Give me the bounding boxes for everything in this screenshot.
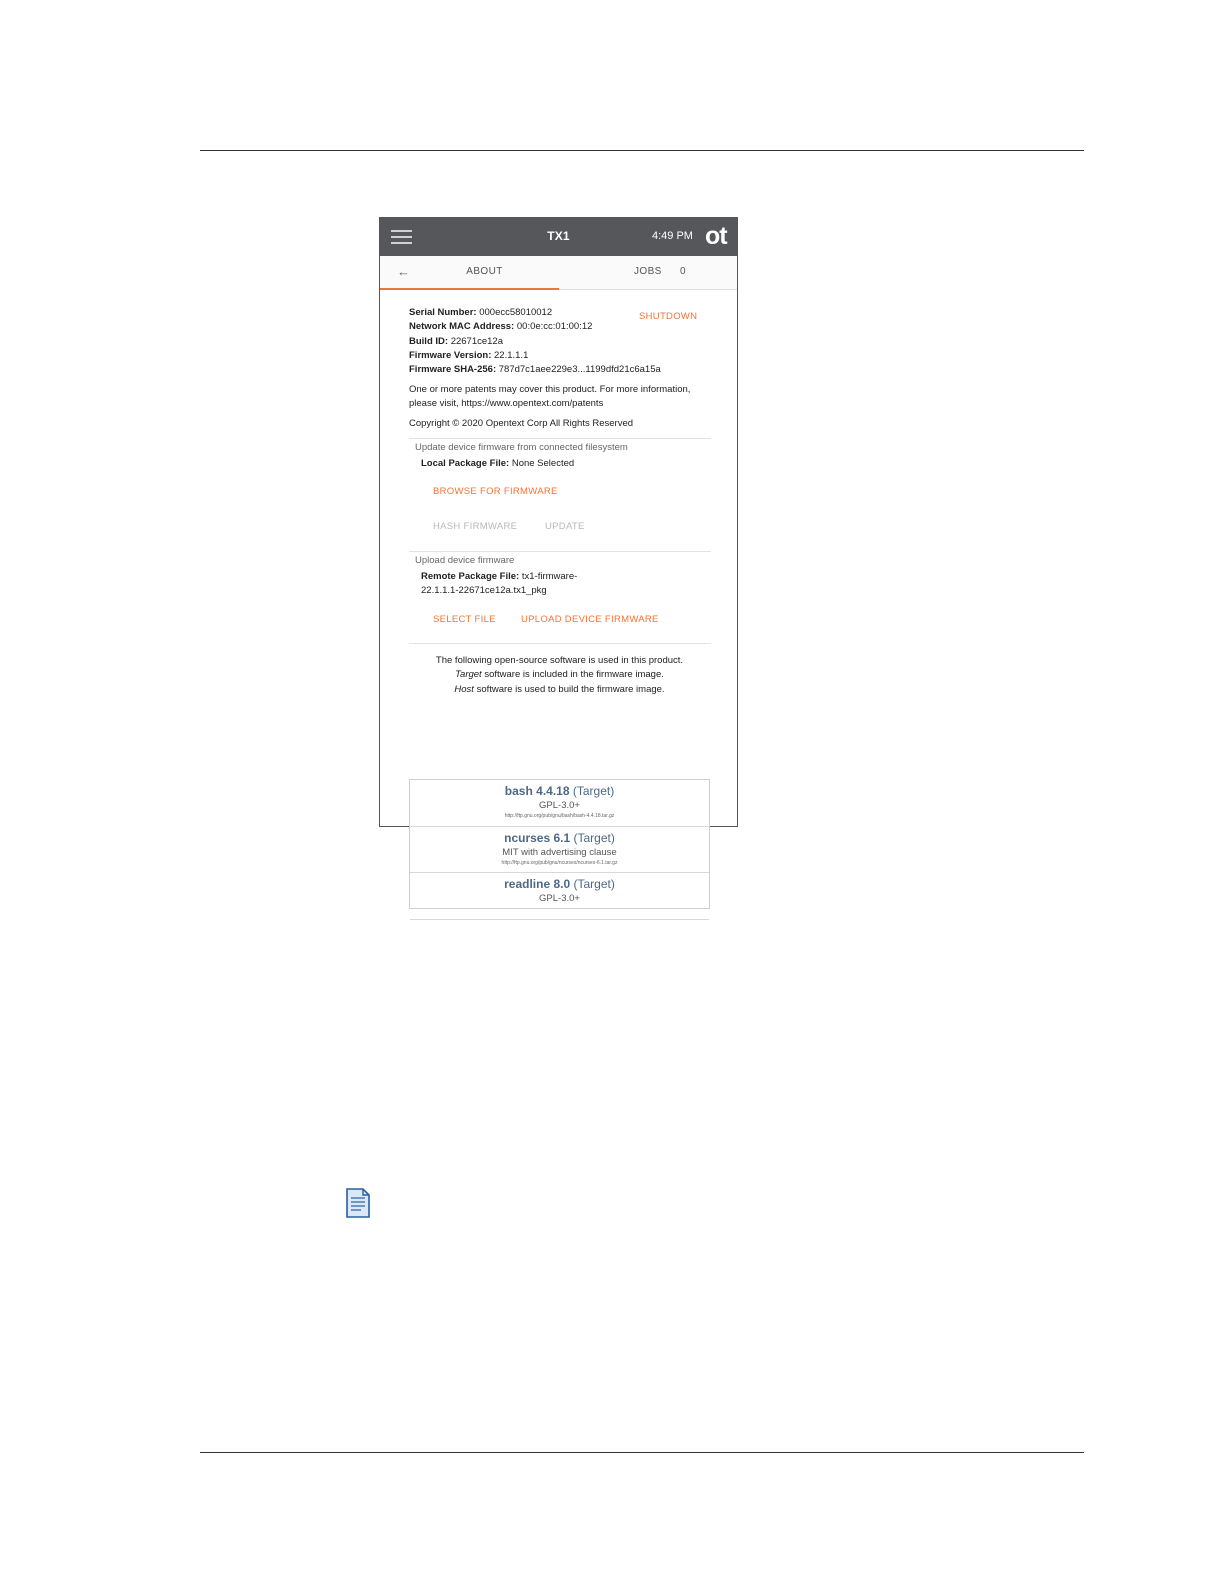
build-id-line: Build ID: 22671ce12a	[409, 335, 504, 347]
list-item: readline 8.0 (Target) GPL-3.0+	[410, 873, 709, 920]
page-footer-rule	[200, 1452, 1084, 1453]
divider	[409, 551, 711, 552]
firmware-sha-line: Firmware SHA-256: 787d7c1aee229e3...1199dfd21c6a15a	[409, 364, 661, 376]
package-url-link[interactable]: http://ftp.gnu.org/pub/gnu/ncurses/ncurses-6.1.tar.gz	[501, 859, 618, 866]
update-button[interactable]: UPDATE	[545, 521, 585, 532]
tab-jobs[interactable]: JOBS	[634, 266, 662, 277]
divider	[409, 643, 711, 644]
app-bar	[380, 218, 737, 256]
patent-notice: One or more patents may cover this product. For more information, please visit, https://www.opentext.com/patents	[409, 384, 691, 410]
tab-bar	[380, 256, 737, 290]
app-title: TX1	[547, 229, 570, 243]
hash-firmware-button[interactable]: HASH FIRMWARE	[433, 521, 518, 532]
tab-about[interactable]: ABOUT	[380, 256, 559, 290]
list-item: bash 4.4.18 (Target) GPL-3.0+ http://ftp.gnu.org/pub/gnu/bash/bash-4.4.18.tar.gz	[410, 780, 709, 827]
list-item: ncurses 6.1 (Target) MIT with advertising clause http://ftp.gnu.org/pub/gnu/ncurses/ncurses-6.1.tar.gz	[410, 827, 709, 874]
serial-number-line: Serial Number: 000ecc58010012	[409, 307, 553, 318]
note-document-icon	[343, 1187, 371, 1219]
select-file-button[interactable]: SELECT FILE	[433, 614, 496, 625]
device-info	[409, 306, 661, 377]
divider	[409, 438, 711, 439]
upload-device-firmware-button[interactable]: UPLOAD DEVICE FIRMWARE	[521, 614, 659, 625]
local-package-file: Local Package File: None Selected	[421, 458, 575, 469]
package-url-link[interactable]: http://ftp.gnu.org/pub/gnu/bash/bash-4.4.18.tar.gz	[504, 813, 615, 819]
ot-logo: ot	[705, 222, 727, 250]
device-screenshot	[379, 217, 738, 904]
mac-address-line: Network MAC Address: 00:0e:cc:01:00:12	[409, 321, 593, 333]
firmware-version-line: Firmware Version: 22.1.1.1	[409, 349, 529, 361]
arrow-left-icon[interactable]: ←	[397, 264, 410, 279]
clock-time: 4:49 PM	[652, 230, 693, 242]
upload-section-title: Upload device firmware	[415, 555, 515, 566]
shutdown-button[interactable]: SHUTDOWN	[639, 311, 698, 322]
page-header-rule	[200, 150, 1084, 151]
oss-package-list	[409, 779, 710, 909]
oss-intro: The following open-source software is used in this product. Target software is included in the firmware image. Host software is used to build the firmware image.	[435, 655, 684, 695]
jobs-count-badge: 0	[680, 266, 686, 277]
update-section-title: Update device firmware from connected filesystem	[415, 442, 628, 453]
browse-firmware-button[interactable]: BROWSE FOR FIRMWARE	[433, 486, 558, 497]
copyright-text: Copyright © 2020 Opentext Corp All Rights Reserved	[409, 418, 634, 429]
remote-package-file: Remote Package File: tx1-firmware- 22.1.1.1-22671ce12a.tx1_pkg	[421, 571, 578, 597]
